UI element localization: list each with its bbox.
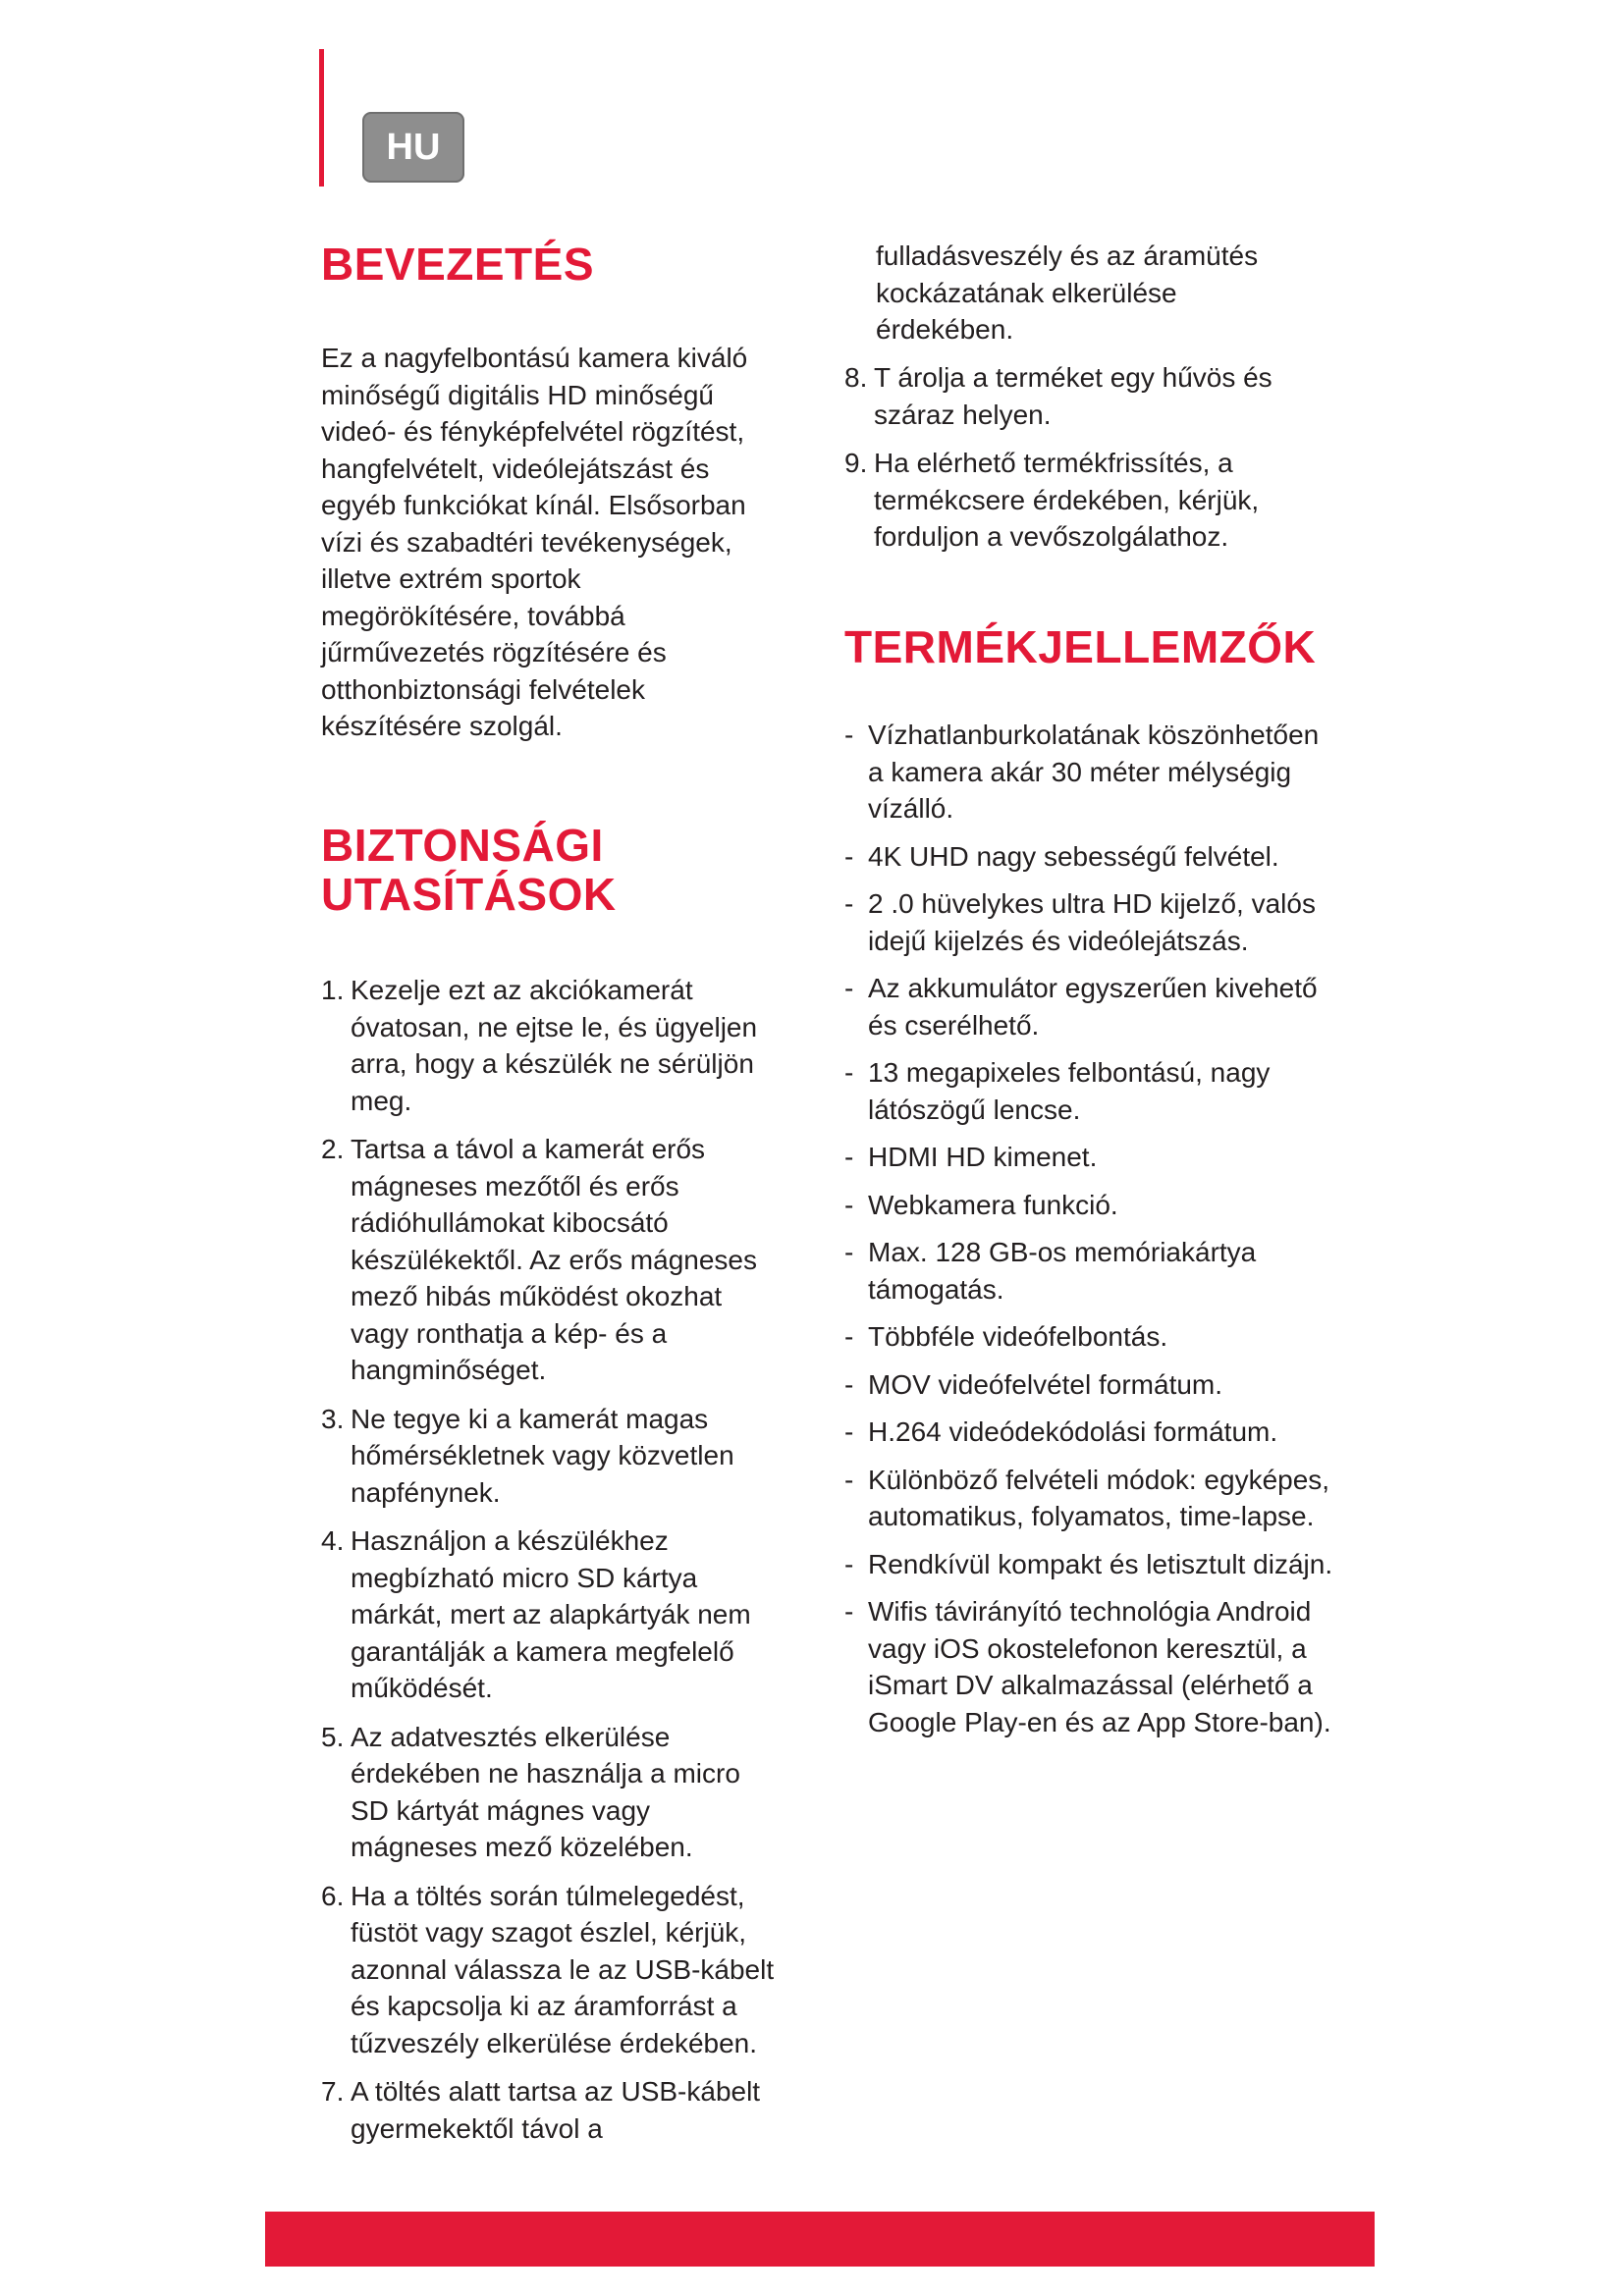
dash-marker: - (844, 973, 854, 1003)
feature-item (844, 1462, 1335, 1535)
safety-list (321, 972, 783, 2159)
dash-marker: - (844, 840, 854, 872)
dash-marker: - (844, 1237, 854, 1267)
feature-item (844, 1139, 1335, 1176)
item-number: 6. (321, 1880, 345, 1911)
feature-item (844, 1366, 1335, 1404)
item-number: 9. (844, 448, 868, 478)
feature-text: Webkamera funkció. (868, 1189, 1118, 1220)
feature-item (844, 1414, 1335, 1451)
safety-heading-line2: UTASÍTÁSOK (321, 869, 617, 920)
safety-item-8 (844, 359, 1306, 433)
feature-text: 4K UHD nagy sebességű felvétel. (868, 840, 1279, 872)
safety-item-7 (321, 2073, 783, 2147)
dash-marker: - (844, 1416, 854, 1447)
feature-text: HDMI HD kimenet. (868, 1142, 1098, 1172)
item-text: Ha elérhető termékfrissítés, a termékcsere érdekében, kérjük, forduljon a vevőszolgálathoz. (874, 448, 1260, 552)
feature-text: MOV videófelvétel formátum. (868, 1368, 1223, 1400)
dash-marker: - (844, 1368, 854, 1400)
item-number: 5. (321, 1721, 345, 1752)
dash-marker: - (844, 1142, 854, 1172)
safety-heading (321, 821, 617, 919)
feature-item (844, 1054, 1335, 1128)
safety-item-3 (321, 1401, 783, 1512)
item-number: 1. (321, 975, 345, 1005)
item-text: Kezelje ezt az akciókamerát óvatosan, ne ejtse le, és ügyeljen arra, hogy a készülék ne sérüljön meg. (351, 975, 758, 1116)
item-text: Használjon a készülékhez megbízható micro SD kártya márkát, mert az alapkártyák nem garantálják a kamera megfelelő működését. (351, 1525, 751, 1703)
feature-item (844, 885, 1335, 959)
item-number: 8. (844, 362, 868, 393)
feature-item (844, 1546, 1335, 1583)
dash-marker: - (844, 1189, 854, 1220)
feature-text: Az akkumulátor egyszerűen kivehető és cserélhető. (868, 973, 1318, 1041)
feature-text: H.264 videódekódolási formátum. (868, 1416, 1278, 1447)
item-text: T árolja a terméket egy hűvös és száraz helyen. (874, 362, 1272, 430)
intro-paragraph: Ez a nagyfelbontású kamera kiváló minőségű digitális HD minőségű videó- és fényképfelvétel rögzítést, hangfelvételt, videólejátszást és egyéb funkciókat kínál. Elsősorban vízi és szabadtéri tevékenységek, illetve extrém sportok megörökítésére, továbbá jűrművezetés rögzítésére és otthonbiztonsági felvételek készítésére szolgál. (321, 343, 748, 741)
language-badge: HU (362, 112, 464, 183)
feature-item (844, 838, 1335, 876)
safety-item-5 (321, 1719, 783, 1866)
dash-marker: - (844, 720, 854, 750)
feature-text: 13 megapixeles felbontású, nagy látószögű lencse. (868, 1057, 1271, 1125)
feature-text: 2 .0 hüvelykes ultra HD kijelző, valós idejű kijelzés és videólejátszás. (868, 888, 1316, 956)
features-heading: TERMÉKJELLEMZŐK (844, 621, 1317, 672)
safety-item-7-continuation: fulladásveszély és az áramütés kockázatának elkerülése érdekében. (876, 240, 1259, 345)
dash-marker: - (844, 1596, 854, 1627)
safety-heading-line1: BIZTONSÁGI (321, 820, 604, 871)
feature-item (844, 1187, 1335, 1224)
accent-vertical-line (319, 49, 324, 187)
item-number: 2. (321, 1134, 345, 1164)
feature-text: Wifis távirányító technológia Android vagy iOS okostelefonon keresztül, a iSmart DV alkalmazással (elérhető a Google Play-en és az App Store-ban). (868, 1596, 1331, 1737)
item-text: A töltés alatt tartsa az USB-kábelt gyermekektől távol a (351, 2076, 761, 2144)
dash-marker: - (844, 1321, 854, 1352)
item-text: Az adatvesztés elkerülése érdekében ne használja a micro SD kártyát mágnes vagy mágneses mező közelében. (351, 1721, 740, 1862)
feature-item (844, 1318, 1335, 1356)
item-number: 3. (321, 1403, 345, 1434)
feature-text: Különböző felvételi módok: egyképes, automatikus, folyamatos, time-lapse. (868, 1464, 1330, 1531)
item-text: Tartsa a távol a kamerát erős mágneses mezőtől és erős rádióhullámokat kibocsátó készülékektől. Az erős mágneses mező hibás működést okozhat vagy ronthatja a kép- és a hangminőséget. (351, 1134, 757, 1385)
safety-item-2 (321, 1131, 783, 1389)
feature-text: Többféle videófelbontás. (868, 1321, 1168, 1352)
safety-item-9 (844, 445, 1306, 556)
feature-text: Vízhatlanburkolatának köszönhetően a kamera akár 30 méter mélységig vízálló. (868, 720, 1320, 824)
safety-list-continued (844, 359, 1306, 567)
dash-marker: - (844, 888, 854, 919)
safety-item-4 (321, 1522, 783, 1707)
dash-marker: - (844, 1057, 854, 1088)
dash-marker: - (844, 1548, 854, 1579)
dash-marker: - (844, 1464, 854, 1495)
safety-item-1 (321, 972, 783, 1119)
feature-item (844, 1234, 1335, 1308)
item-number: 4. (321, 1525, 345, 1556)
feature-text: Max. 128 GB-os memóriakártya támogatás. (868, 1237, 1257, 1305)
item-number: 7. (321, 2076, 345, 2107)
feature-item (844, 717, 1335, 828)
feature-item (844, 970, 1335, 1043)
features-list (844, 717, 1335, 1751)
item-text: Ha a töltés során túlmelegedést, füstöt vagy szagot észlel, kérjük, azonnal válassza le az USB-kábelt és kapcsolja ki az áramforrást a tűzveszély elkerülése érdekében. (351, 1880, 775, 2058)
feature-text: Rendkívül kompakt és letisztult dizájn. (868, 1548, 1333, 1579)
intro-heading: BEVEZETÉS (321, 239, 595, 290)
safety-item-6 (321, 1878, 783, 2062)
feature-item (844, 1593, 1335, 1740)
footer-accent-bar (265, 2212, 1375, 2267)
item-text: Ne tegye ki a kamerát magas hőmérsékletnek vagy közvetlen napfénynek. (351, 1403, 734, 1508)
